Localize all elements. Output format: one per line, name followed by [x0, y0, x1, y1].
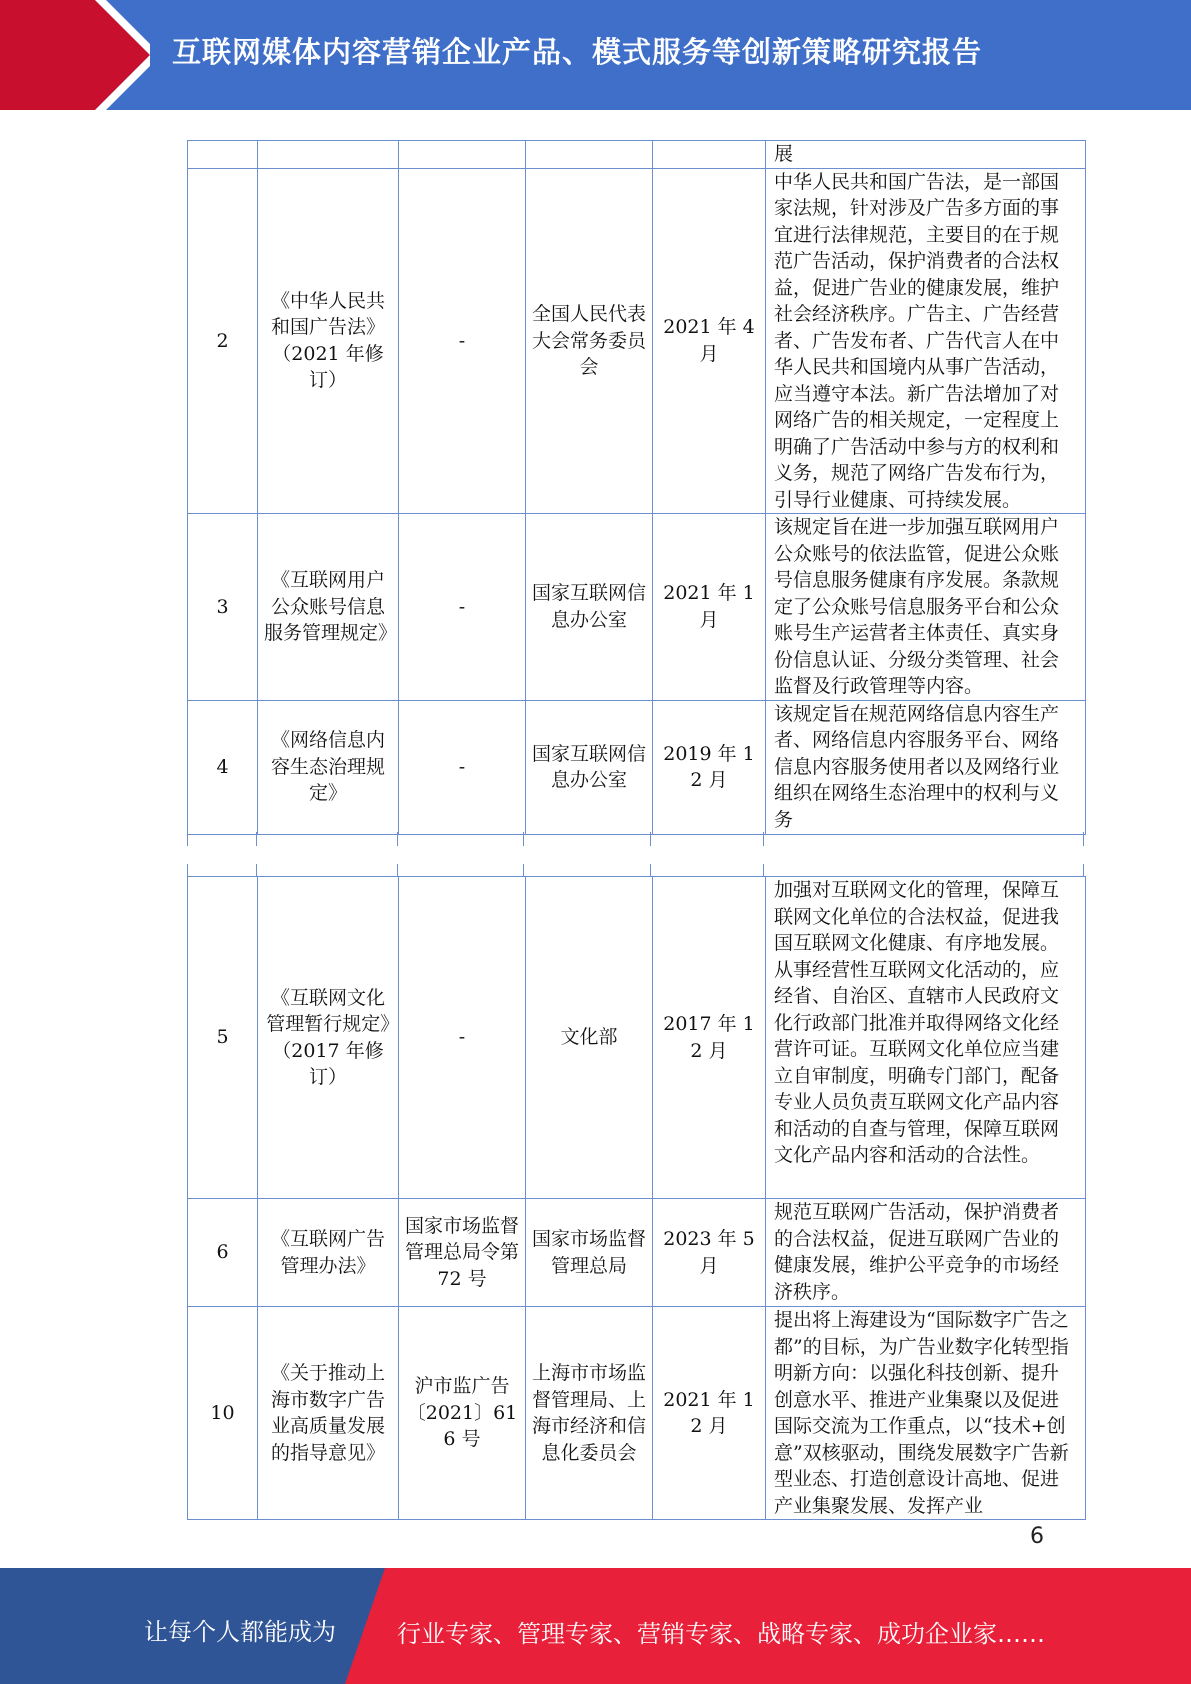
table-cell [258, 141, 399, 169]
page-number: 6 [1030, 1524, 1044, 1549]
row-description: 中华人民共和国广告法，是一部国家法规，针对涉及广告多方面的事宜进行法律规范，主要目的在于规范广告活动，保护消费者的合法权益，促进广告业的健康发展，维护社会经济秩序。广告主、广告经营者、广告发布者、广告代言人在中华人民共和国境内从事广告活动，应当遵守本法。新广告法增加了对网络广告的相关规定，一定程度上明确了广告活动中参与方的权利和义务，规范了网络广告发布行为，引导行业健康、可持续发展。 [766, 168, 1086, 514]
issue-date: 2017 年 12 月 [653, 877, 766, 1199]
footer-slogan-right: 行业专家、管理专家、营销专家、战略专家、成功企业家…… [397, 1620, 1045, 1648]
row-description: 该规定旨在进一步加强互联网用户公众账号的依法监管，促进公众账号信息服务健康有序发展。条款规定了公众账号信息服务平台和公众账号生产运营者主体责任、真实身份信息认证、分级分类管理、社会监督及行政管理等内容。 [766, 514, 1086, 701]
header-band [0, 0, 1191, 110]
row-index: 5 [188, 877, 258, 1199]
footer-slogan-left: 让每个人都能成为 [144, 1618, 336, 1646]
regulation-name: 《互联网文化管理暂行规定》（2017 年修订） [258, 877, 399, 1199]
table-cell [399, 141, 526, 169]
issue-date: 2019 年 12 月 [653, 700, 766, 834]
row-description: 展 [766, 141, 1086, 169]
row-index: 6 [188, 1199, 258, 1307]
table-row [188, 514, 1086, 701]
issuing-authority: 国家互联网信息办公室 [526, 514, 653, 701]
regulation-name: 《网络信息内容生态治理规定》 [258, 700, 399, 834]
issue-date: 2021 年 4 月 [653, 168, 766, 514]
report-title: 互联网媒体内容营销企业产品、模式服务等创新策略研究报告 [172, 35, 983, 69]
document-number: - [399, 877, 526, 1199]
table-row [188, 1307, 1086, 1520]
issuing-authority: 文化部 [526, 877, 653, 1199]
document-number: - [399, 514, 526, 701]
row-index: 10 [188, 1307, 258, 1520]
regulation-table-top [187, 140, 1086, 835]
table-row [188, 168, 1086, 514]
regulation-name: 《关于推动上海市数字广告业高质量发展的指导意见》 [258, 1307, 399, 1520]
regulation-name: 《互联网广告管理办法》 [258, 1199, 399, 1307]
table-row [188, 877, 1086, 1199]
regulation-table-bottom [187, 876, 1086, 1520]
row-description: 加强对互联网文化的管理，保障互联网文化单位的合法权益，促进我国互联网文化健康、有序地发展。从事经营性互联网文化活动的，应经省、自治区、直辖市人民政府文化行政部门批准并取得网络文化经营许可证。互联网文化单位应当建立自审制度，明确专门部门，配备专业人员负责互联网文化产品内容和活动的自查与管理，保障互联网文化产品内容和活动的合法性。 [766, 877, 1086, 1199]
row-description: 该规定旨在规范网络信息内容生产者、网络信息内容服务平台、网络信息内容服务使用者以及网络行业组织在网络生态治理中的权利与义务 [766, 700, 1086, 834]
row-description: 规范互联网广告活动，保护消费者的合法权益，促进互联网广告业的健康发展，维护公平竞争的市场经济秩序。 [766, 1199, 1086, 1307]
document-number: 沪市监广告〔2021〕616 号 [399, 1307, 526, 1520]
table-row [188, 1199, 1086, 1307]
regulation-name: 《互联网用户公众账号信息服务管理规定》 [258, 514, 399, 701]
regulation-name: 《中华人民共和国广告法》（2021 年修订） [258, 168, 399, 514]
issue-date: 2021 年 1 月 [653, 514, 766, 701]
issuing-authority: 国家互联网信息办公室 [526, 700, 653, 834]
document-number: 国家市场监督管理总局令第 72 号 [399, 1199, 526, 1307]
table-cell [188, 141, 258, 169]
document-number: - [399, 168, 526, 514]
issue-date: 2023 年 5 月 [653, 1199, 766, 1307]
issuing-authority: 上海市市场监督管理局、上海市经济和信息化委员会 [526, 1307, 653, 1520]
document-number: - [399, 700, 526, 834]
row-index: 2 [188, 168, 258, 514]
table-row [188, 700, 1086, 834]
table-cell [653, 141, 766, 169]
issue-date: 2021 年 12 月 [653, 1307, 766, 1520]
table-row-continued [188, 141, 1086, 169]
page-break-stub-bottom [187, 864, 1085, 876]
header-arrow-graphic [0, 0, 150, 110]
row-index: 3 [188, 514, 258, 701]
issuing-authority: 全国人民代表大会常务委员会 [526, 168, 653, 514]
row-index: 4 [188, 700, 258, 834]
issuing-authority: 国家市场监督管理总局 [526, 1199, 653, 1307]
table-cell [526, 141, 653, 169]
page-break-stub-top [187, 832, 1085, 846]
row-description: 提出将上海建设为“国际数字广告之都”的目标，为广告业数字化转型指明新方向：以强化科技创新、提升创意水平、推进产业集聚以及促进国际交流为工作重点，以“技术+创意”双核驱动，围绕发展数字广告新型业态、打造创意设计高地、促进产业集聚发展、发挥产业 [766, 1307, 1086, 1520]
